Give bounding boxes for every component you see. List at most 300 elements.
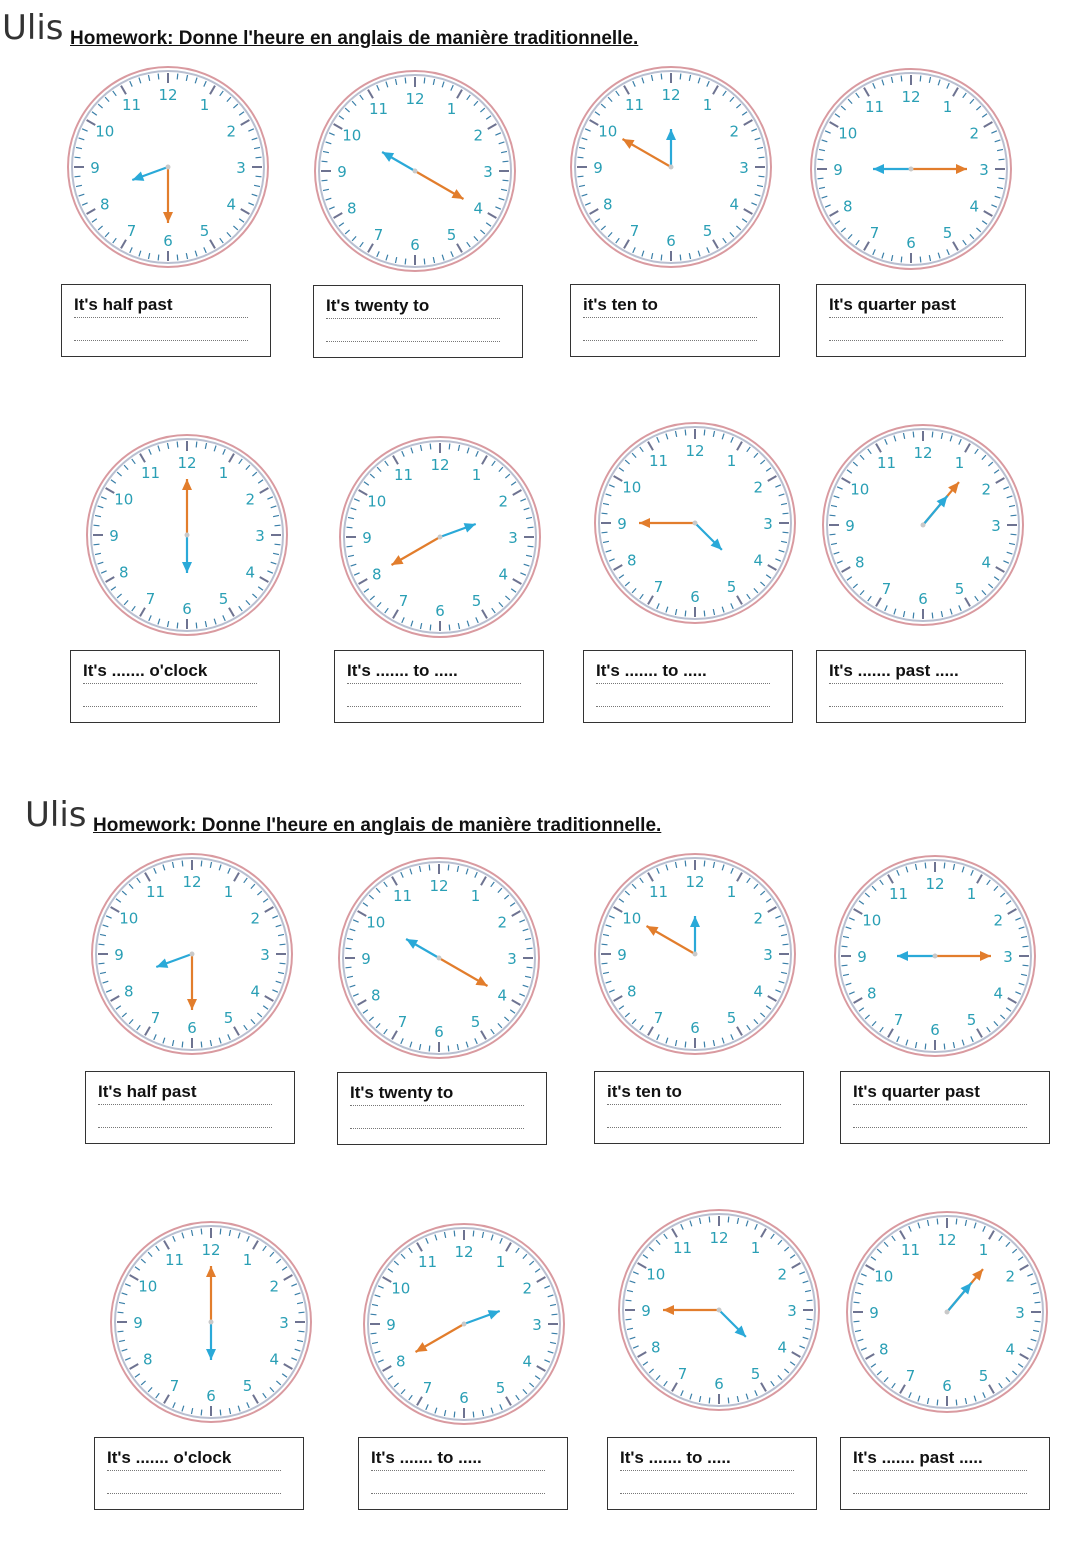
clock-numeral: 11: [392, 886, 413, 905]
clock-face: [336, 855, 542, 1061]
clock-numeral: 7: [653, 578, 664, 597]
dotted-line: [583, 317, 757, 318]
clock-tick: [182, 1042, 183, 1048]
clock-numeral: 2: [969, 124, 979, 143]
clock-numeral: 1: [954, 453, 965, 472]
clock-numeral: 5: [750, 1365, 761, 1384]
clock-numeral: 6: [930, 1021, 940, 1039]
clock-tick: [371, 1314, 377, 1315]
clock-tick: [842, 965, 848, 966]
clock-numeral: 5: [726, 578, 737, 597]
clock-tick: [405, 259, 406, 265]
answer-prompt: It's half past: [98, 1082, 197, 1101]
clock-tick: [275, 544, 281, 545]
answer-box[interactable]: [61, 284, 271, 357]
clock-numeral: 11: [164, 1250, 185, 1269]
clock-numeral: 8: [396, 1352, 406, 1371]
answer-prompt: It's twenty to: [326, 296, 430, 315]
clock-face: [592, 420, 798, 626]
dotted-line: [596, 683, 770, 684]
clock-numeral: 10: [646, 1265, 666, 1284]
clock-numeral: 2: [250, 909, 260, 928]
clock-numeral: 12: [901, 88, 921, 106]
clock-numeral: 8: [347, 199, 357, 218]
clock: [568, 64, 774, 270]
clock-tick: [454, 1412, 455, 1418]
clock-numeral: 9: [114, 946, 124, 964]
clock-numeral: 10: [366, 913, 386, 932]
answer-box[interactable]: [840, 1437, 1050, 1510]
clock-tick: [280, 944, 286, 945]
clock-tick: [430, 625, 431, 631]
clock-numeral: 10: [367, 492, 387, 511]
clock-numeral: 12: [661, 86, 681, 104]
clock-tick: [347, 527, 353, 528]
clock-face: [808, 66, 1014, 272]
clock-tick: [371, 1333, 377, 1334]
clock-numeral: 9: [386, 1316, 396, 1334]
clock-tick: [1023, 946, 1029, 947]
clock-numeral: 4: [777, 1338, 787, 1357]
clock-numeral: 12: [913, 444, 933, 462]
clock-tick: [925, 1044, 926, 1050]
clock-numeral: 7: [653, 1009, 664, 1028]
clock-numeral: 4: [245, 563, 255, 582]
dotted-line: [98, 1104, 272, 1105]
clock-numeral: 4: [473, 199, 483, 218]
clock-tick: [854, 1321, 860, 1322]
dotted-line: [853, 1493, 1027, 1494]
clock-numeral: 2: [753, 478, 763, 497]
clock-numeral: 4: [969, 197, 979, 216]
clock-face: [832, 853, 1038, 1059]
clock-numeral: 7: [150, 1009, 161, 1028]
clock: [336, 855, 542, 1061]
clock-numeral: 12: [709, 1229, 729, 1247]
clock-numeral: 2: [777, 1265, 787, 1284]
clock-numeral: 3: [236, 159, 246, 177]
clock-numeral: 4: [522, 1352, 532, 1371]
answer-prompt: It's twenty to: [350, 1083, 454, 1102]
answer-box[interactable]: [570, 284, 780, 357]
clock-tick: [346, 948, 352, 949]
clock-tick: [454, 1231, 455, 1237]
clock-tick: [299, 1312, 305, 1313]
clock-face: [844, 1209, 1050, 1415]
clock-numeral: 8: [855, 553, 865, 572]
clock-face: [89, 851, 295, 1057]
clock-tick: [158, 74, 159, 80]
answer-box[interactable]: [594, 1071, 804, 1144]
dotted-line: [83, 683, 257, 684]
clock-numeral: 7: [881, 580, 892, 599]
clock-numeral: 10: [95, 122, 115, 141]
answer-box[interactable]: [337, 1072, 547, 1145]
clock-numeral: 8: [867, 984, 877, 1003]
clock-face: [820, 422, 1026, 628]
clock-numeral: 10: [862, 911, 882, 930]
clock-tick: [830, 515, 836, 516]
answer-prompt: It's ....... past .....: [853, 1448, 983, 1467]
clock-numeral: 11: [393, 465, 414, 484]
clock-tick: [783, 963, 789, 964]
clock-tick: [944, 863, 945, 869]
clock: [832, 853, 1038, 1059]
homework-title: Homework: Donne l'heure en anglais de manière traditionnelle.: [70, 28, 639, 49]
clock-numeral: 12: [454, 1243, 474, 1261]
clock-face: [616, 1207, 822, 1413]
dotted-line: [74, 340, 248, 341]
clock-numeral: 3: [532, 1316, 542, 1334]
clock-tick: [818, 178, 824, 179]
clock-tick: [685, 861, 686, 867]
clock-numeral: 5: [471, 592, 482, 611]
clock-tick: [196, 442, 197, 448]
clock-numeral: 9: [361, 950, 371, 968]
clock: [616, 1207, 822, 1413]
clock-tick: [1035, 1321, 1041, 1322]
clock-numeral: 6: [690, 588, 700, 606]
clock-tick: [999, 178, 1005, 179]
clock-tick: [920, 257, 921, 263]
answer-box[interactable]: [70, 650, 280, 723]
clock-tick: [661, 255, 662, 261]
clock-numeral: 5: [954, 580, 965, 599]
clock-numeral: 12: [158, 86, 178, 104]
answer-box[interactable]: [816, 650, 1026, 723]
clock: [808, 66, 1014, 272]
answer-box[interactable]: [607, 1437, 817, 1510]
clock-tick: [783, 513, 789, 514]
clock-numeral: 6: [206, 1387, 216, 1405]
clock-numeral: 2: [473, 126, 483, 145]
clock-tick: [626, 1319, 632, 1320]
clock-numeral: 9: [833, 161, 843, 179]
clock-tick: [322, 180, 328, 181]
clock-numeral: 4: [250, 982, 260, 1001]
clock-numeral: 5: [495, 1379, 506, 1398]
clock-tick: [602, 513, 608, 514]
clock-numeral: 11: [624, 95, 645, 114]
clock-tick: [759, 176, 765, 177]
clock-tick: [932, 432, 933, 438]
clock-tick: [1011, 534, 1017, 535]
clock-numeral: 11: [145, 882, 166, 901]
clock-numeral: 7: [145, 590, 156, 609]
clock-numeral: 3: [279, 1314, 289, 1332]
clock-tick: [728, 1217, 729, 1223]
clock-numeral: 3: [739, 159, 749, 177]
dotted-line: [107, 1493, 281, 1494]
clock-tick: [680, 74, 681, 80]
clock-tick: [602, 532, 608, 533]
clock-numeral: 5: [199, 222, 210, 241]
clock-numeral: 1: [218, 463, 229, 482]
clock-numeral: 3: [991, 517, 1001, 535]
clock-numeral: 5: [470, 1013, 481, 1032]
dotted-line: [98, 1127, 272, 1128]
clock-tick: [854, 1302, 860, 1303]
clock-numeral: 12: [429, 877, 449, 895]
dotted-line: [583, 340, 757, 341]
worksheet-section-1: [0, 0, 1080, 760]
clock-numeral: 6: [918, 590, 928, 608]
clock-numeral: 6: [187, 1019, 197, 1037]
clock-numeral: 9: [617, 946, 627, 964]
clock-numeral: 7: [893, 1011, 904, 1030]
clock-numeral: 6: [459, 1389, 469, 1407]
dotted-line: [829, 683, 1003, 684]
answer-box[interactable]: [85, 1071, 295, 1144]
worksheet-section-2: [0, 787, 1080, 1547]
clock-numeral: 1: [942, 97, 953, 116]
clock-numeral: 1: [966, 884, 977, 903]
clock-numeral: 3: [979, 161, 989, 179]
clock-tick: [937, 1219, 938, 1225]
clock-numeral: 7: [629, 222, 640, 241]
clock-tick: [158, 255, 159, 261]
clock-numeral: 9: [362, 529, 372, 547]
clock-numeral: 12: [430, 456, 450, 474]
clock-tick: [405, 78, 406, 84]
clock-numeral: 3: [508, 529, 518, 547]
clock-numeral: 12: [182, 873, 202, 891]
clock-numeral: 6: [666, 232, 676, 250]
clock-tick: [680, 255, 681, 261]
clock-numeral: 6: [182, 600, 192, 618]
answer-box[interactable]: [334, 650, 544, 723]
clock-numeral: 2: [993, 911, 1003, 930]
clock-numeral: 4: [497, 986, 507, 1005]
clock-tick: [728, 1398, 729, 1404]
clock-numeral: 6: [906, 234, 916, 252]
clock-numeral: 9: [857, 948, 867, 966]
answer-box[interactable]: [313, 285, 523, 358]
clock-tick: [759, 157, 765, 158]
answer-box[interactable]: [816, 284, 1026, 357]
clock-tick: [429, 1046, 430, 1052]
clock-numeral: 2: [498, 492, 508, 511]
clock-tick: [75, 176, 81, 177]
answer-prompt: It's ....... to .....: [347, 661, 458, 680]
clock-numeral: 9: [337, 163, 347, 181]
clock-numeral: 5: [966, 1011, 977, 1030]
clock-tick: [661, 74, 662, 80]
clock: [844, 1209, 1050, 1415]
clock-numeral: 7: [169, 1377, 180, 1396]
clock-numeral: 12: [177, 454, 197, 472]
clock-numeral: 10: [342, 126, 362, 145]
dotted-line: [829, 706, 1003, 707]
clock-numeral: 7: [398, 592, 409, 611]
dotted-line: [107, 1470, 281, 1471]
clock-tick: [473, 1412, 474, 1418]
clock-tick: [503, 161, 509, 162]
clock: [361, 1221, 567, 1427]
clock-tick: [473, 1231, 474, 1237]
clock-numeral: 10: [391, 1279, 411, 1298]
clock: [108, 1219, 314, 1425]
clock-tick: [999, 159, 1005, 160]
clock-numeral: 9: [869, 1304, 879, 1322]
answer-box[interactable]: [358, 1437, 568, 1510]
clock-numeral: 11: [648, 451, 669, 470]
clock-tick: [118, 1331, 124, 1332]
clock-numeral: 7: [869, 224, 880, 243]
clock-tick: [201, 861, 202, 867]
clock-numeral: 8: [627, 551, 637, 570]
clock-face: [108, 1219, 314, 1425]
answer-prompt: It's ....... to .....: [596, 661, 707, 680]
clock-tick: [503, 180, 509, 181]
dotted-line: [853, 1470, 1027, 1471]
clock-tick: [932, 613, 933, 619]
ulis-label: Ulis: [2, 8, 64, 48]
clock-numeral: 7: [677, 1365, 688, 1384]
clock-numeral: 6: [163, 232, 173, 250]
clock-numeral: 8: [627, 982, 637, 1001]
clock-tick: [94, 544, 100, 545]
clock-numeral: 8: [843, 197, 853, 216]
answer-box[interactable]: [840, 1071, 1050, 1144]
clock: [337, 434, 543, 640]
clock-tick: [944, 1044, 945, 1050]
ulis-label: Ulis: [25, 795, 87, 835]
clock-numeral: 10: [838, 124, 858, 143]
clock-numeral: 11: [121, 95, 142, 114]
dotted-line: [350, 1105, 524, 1106]
clock-tick: [448, 1046, 449, 1052]
clock-face: [312, 68, 518, 274]
clock-numeral: 7: [126, 222, 137, 241]
clock-tick: [346, 967, 352, 968]
clock-numeral: 2: [981, 480, 991, 499]
clock-tick: [424, 259, 425, 265]
clock-numeral: 6: [714, 1375, 724, 1393]
clock-numeral: 2: [522, 1279, 532, 1298]
answer-prompt: It's ....... o'clock: [107, 1448, 232, 1467]
clock-numeral: 9: [109, 527, 119, 545]
clock-tick: [913, 432, 914, 438]
answer-box[interactable]: [583, 650, 793, 723]
clock-numeral: 5: [942, 224, 953, 243]
clock-numeral: 1: [242, 1250, 253, 1269]
clock-numeral: 6: [690, 1019, 700, 1037]
dotted-line: [620, 1493, 794, 1494]
clock-tick: [94, 525, 100, 526]
clock-numeral: 10: [622, 909, 642, 928]
clock-tick: [75, 157, 81, 158]
clock-numeral: 9: [90, 159, 100, 177]
clock-numeral: 3: [763, 515, 773, 533]
clock-numeral: 3: [1015, 1304, 1025, 1322]
clock-numeral: 6: [434, 1023, 444, 1041]
clock-numeral: 8: [100, 195, 110, 214]
clock-face: [568, 64, 774, 270]
clock-numeral: 4: [498, 565, 508, 584]
clock-tick: [429, 865, 430, 871]
clock-numeral: 6: [410, 236, 420, 254]
clock-numeral: 4: [753, 982, 763, 1001]
homework-title: Homework: Donne l'heure en anglais de manière traditionnelle.: [93, 815, 662, 836]
clock-numeral: 5: [242, 1377, 253, 1396]
clock-tick: [956, 1400, 957, 1406]
clock-tick: [280, 963, 286, 964]
clock-tick: [182, 861, 183, 867]
clock-tick: [709, 1398, 710, 1404]
clock-tick: [956, 1219, 957, 1225]
clock-tick: [783, 944, 789, 945]
clock-tick: [925, 863, 926, 869]
clock-numeral: 9: [593, 159, 603, 177]
clock-numeral: 2: [226, 122, 236, 141]
clock-numeral: 3: [1003, 948, 1013, 966]
clock-tick: [322, 161, 328, 162]
clock-tick: [347, 546, 353, 547]
dotted-line: [74, 317, 248, 318]
clock-tick: [830, 534, 836, 535]
clock-tick: [196, 623, 197, 629]
dotted-line: [347, 706, 521, 707]
answer-prompt: It's quarter past: [829, 295, 956, 314]
clock-numeral: 5: [218, 590, 229, 609]
clock-numeral: 3: [260, 946, 270, 964]
clock-numeral: 10: [622, 478, 642, 497]
clock-numeral: 11: [900, 1240, 921, 1259]
clock-tick: [220, 1410, 221, 1416]
answer-prompt: It's ....... to .....: [620, 1448, 731, 1467]
clock-tick: [201, 1042, 202, 1048]
clock-numeral: 12: [925, 875, 945, 893]
clock-numeral: 8: [371, 986, 381, 1005]
clock-numeral: 6: [942, 1377, 952, 1395]
answer-prompt: it's ten to: [583, 295, 658, 314]
clock-numeral: 8: [651, 1338, 661, 1357]
clock: [312, 68, 518, 274]
clock-tick: [1011, 515, 1017, 516]
clock-numeral: 5: [978, 1367, 989, 1386]
clock-tick: [818, 159, 824, 160]
clock-tick: [220, 1229, 221, 1235]
answer-box[interactable]: [94, 1437, 304, 1510]
dotted-line: [607, 1127, 781, 1128]
clock-numeral: 9: [617, 515, 627, 533]
clock-tick: [578, 157, 584, 158]
clock-numeral: 1: [702, 95, 713, 114]
clock-numeral: 11: [368, 99, 389, 118]
clock-tick: [1035, 1302, 1041, 1303]
dotted-line: [326, 318, 500, 319]
dotted-line: [829, 317, 1003, 318]
answer-prompt: It's ....... o'clock: [83, 661, 208, 680]
clock-numeral: 2: [497, 913, 507, 932]
clock-tick: [448, 865, 449, 871]
clock-tick: [704, 611, 705, 617]
clock-tick: [449, 444, 450, 450]
dotted-line: [853, 1127, 1027, 1128]
clock-numeral: 1: [726, 451, 737, 470]
clock-tick: [256, 176, 262, 177]
clock-numeral: 1: [223, 882, 234, 901]
clock-numeral: 4: [226, 195, 236, 214]
clock-numeral: 11: [876, 453, 897, 472]
clock-numeral: 10: [598, 122, 618, 141]
clock-numeral: 10: [138, 1277, 158, 1296]
clock-numeral: 9: [845, 517, 855, 535]
clock-face: [592, 851, 798, 1057]
clock-numeral: 1: [495, 1252, 506, 1271]
clock-numeral: 10: [119, 909, 139, 928]
